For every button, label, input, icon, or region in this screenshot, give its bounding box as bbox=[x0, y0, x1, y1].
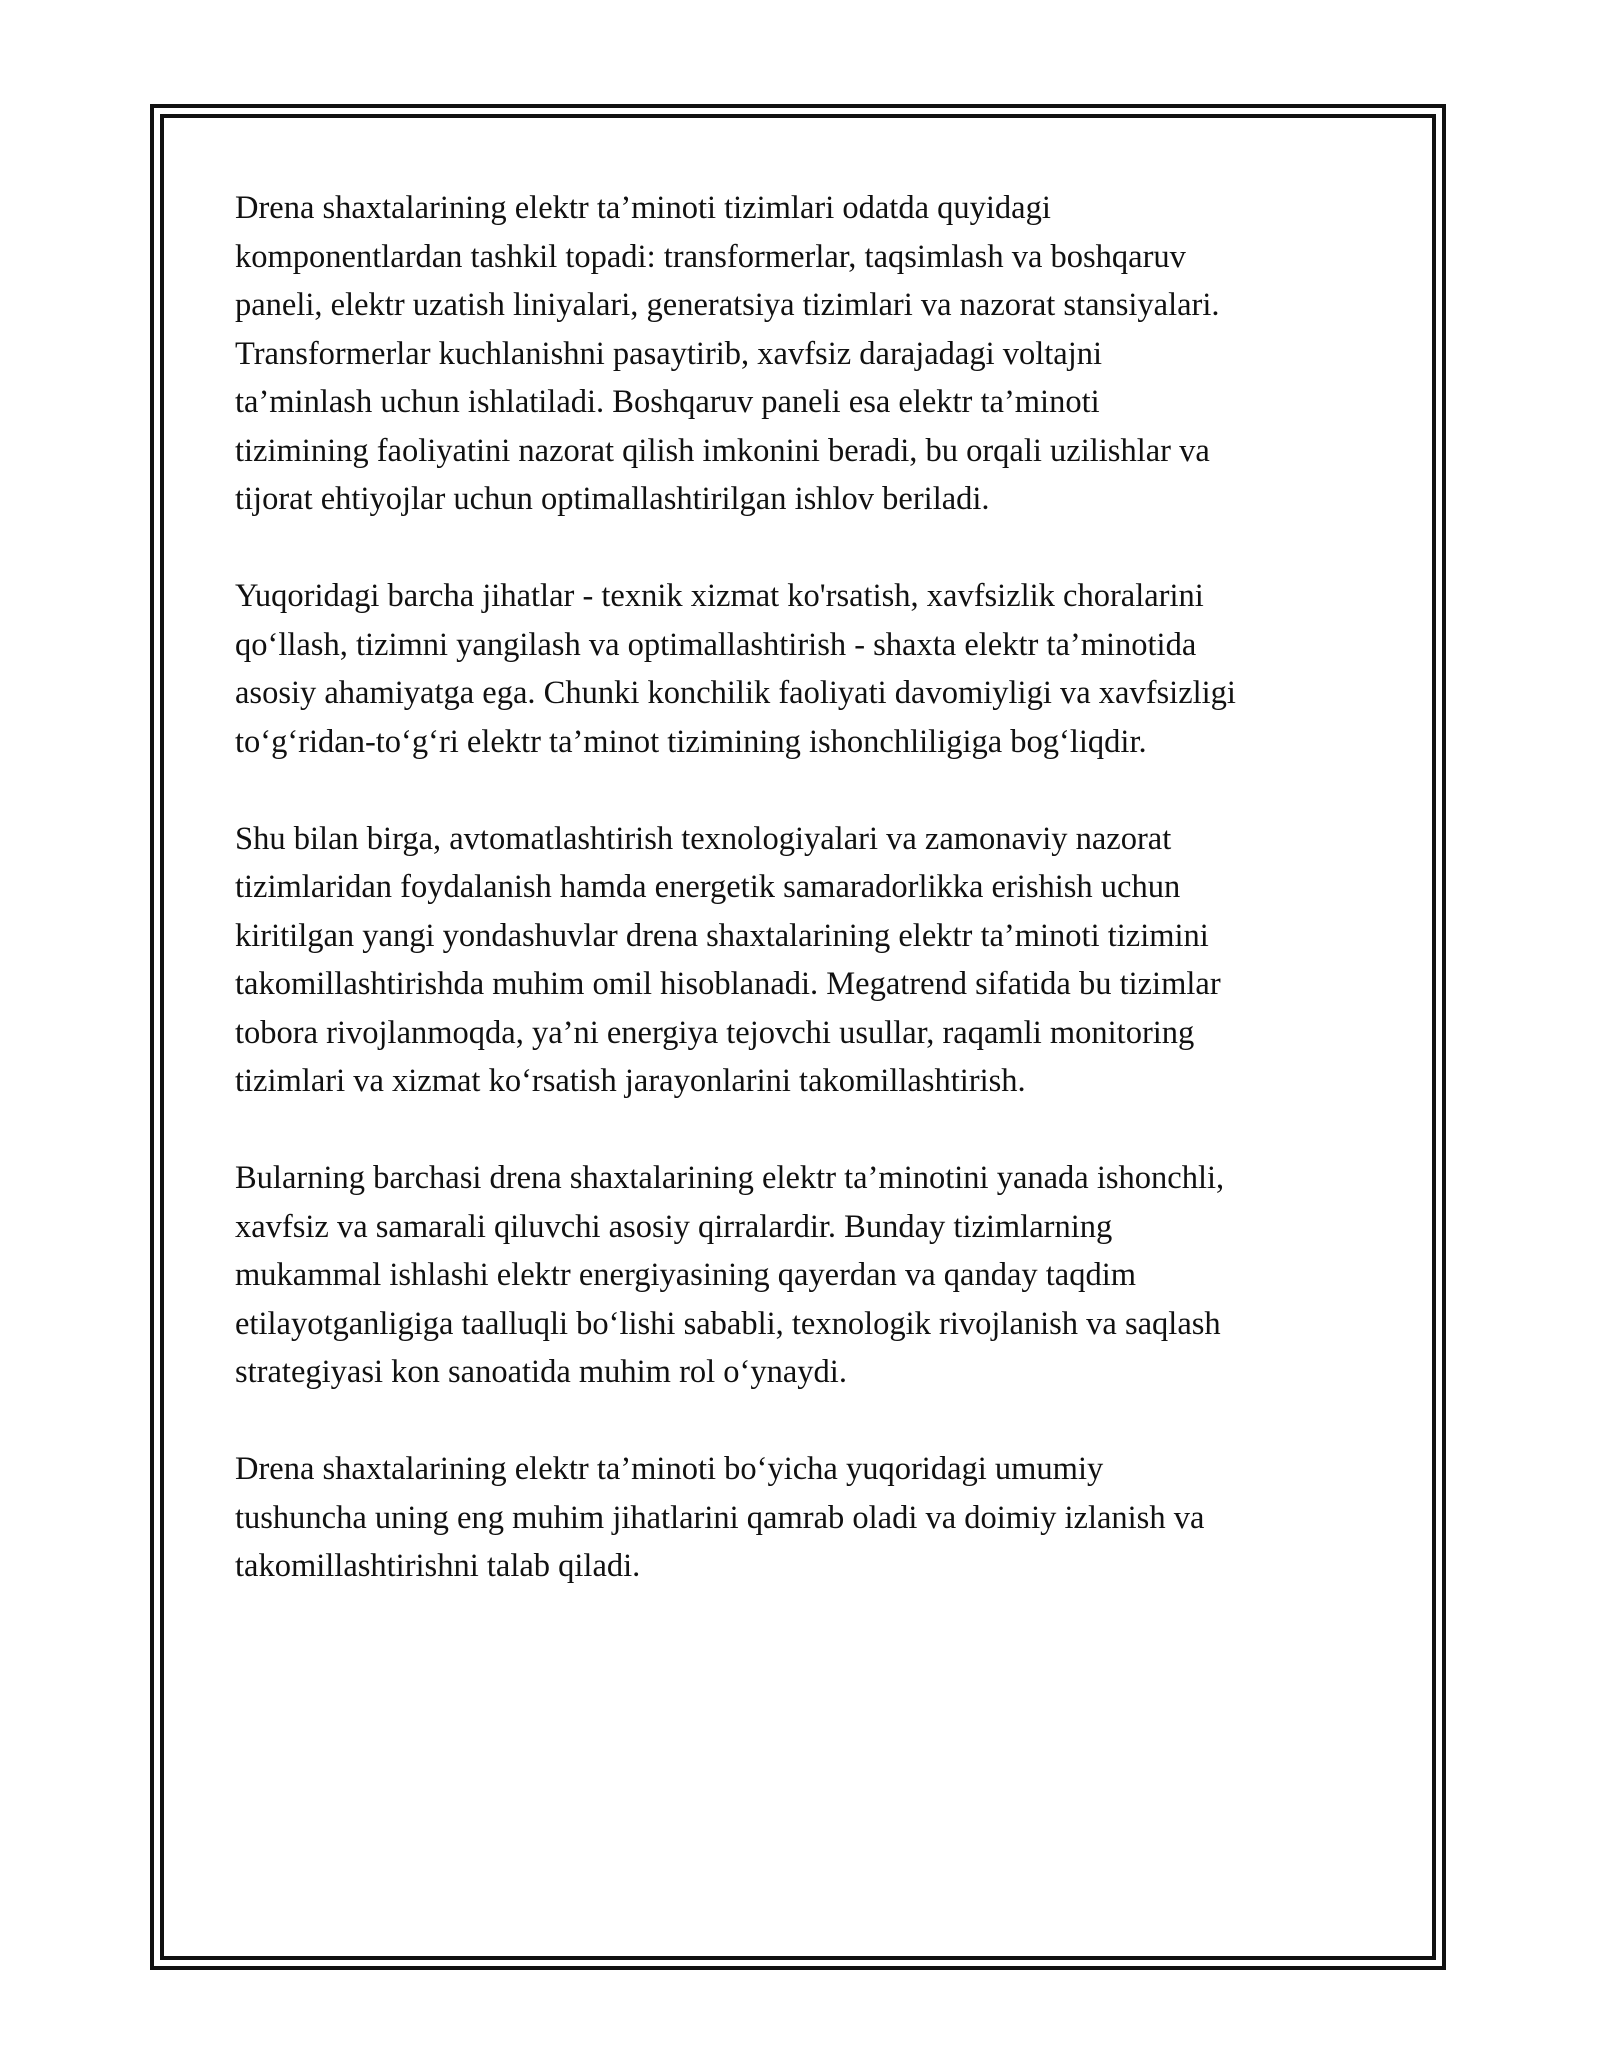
paragraph-line: komponentlardan tashkil topadi: transformerlar, taqsimlash va boshqaruv bbox=[235, 238, 1186, 275]
paragraph-4 bbox=[235, 1154, 1385, 1397]
paragraph-line: tizimining faoliyatini nazorat qilish imkonini beradi, bu orqali uzilishlar va bbox=[235, 432, 1210, 469]
paragraph-2 bbox=[235, 572, 1385, 766]
paragraph-line: Drena shaxtalarining elektr ta’minoti bo‘yicha yuqoridagi umumiy bbox=[235, 1451, 1104, 1487]
paragraph-line: Bularning barchasi drena shaxtalarining elektr ta’minotini yanada ishonchli, bbox=[235, 1160, 1225, 1196]
document-body bbox=[235, 184, 1385, 1591]
paragraph-line: takomillashtirishni talab qiladi. bbox=[235, 1548, 641, 1584]
paragraph-line: strategiyasi kon sanoatida muhim rol o‘ynaydi. bbox=[235, 1354, 847, 1390]
paragraph-3 bbox=[235, 815, 1385, 1106]
paragraph-line: Drena shaxtalarining elektr ta’minoti tizimlari odatda quyidagi bbox=[235, 190, 1051, 226]
paragraph-line: asosiy ahamiyatga ega. Chunki konchilik faoliyati davomiyligi va xavfsizligi bbox=[235, 675, 1236, 711]
paragraph-line: ta’minlash uchun ishlatiladi. Boshqaruv paneli esa elektr ta’minoti bbox=[235, 384, 1100, 420]
paragraph-line: qo‘llash, tizimni yangilash va optimallashtirish - shaxta elektr ta’minotida bbox=[235, 626, 1197, 663]
paragraph-line: tobora rivojlanmoqda, ya’ni energiya tejovchi usullar, raqamli monitoring bbox=[235, 1014, 1195, 1051]
paragraph-line: Yuqoridagi barcha jihatlar - texnik xizmat ko'rsatish, xavfsizlik choralarini bbox=[235, 578, 1204, 614]
paragraph-line: mukammal ishlashi elektr energiyasining qayerdan va qanday taqdim bbox=[235, 1257, 1137, 1293]
paragraph-5 bbox=[235, 1445, 1385, 1591]
paragraph-line: tizimlaridan foydalanish hamda energetik samaradorlikka erishish uchun bbox=[235, 869, 1181, 905]
paragraph-line: kiritilgan yangi yondashuvlar drena shaxtalarining elektr ta’minoti tizimini bbox=[235, 917, 1209, 954]
paragraph-line: tushuncha uning eng muhim jihatlarini qamrab oladi va doimiy izlanish va bbox=[235, 1499, 1205, 1536]
paragraph-line: takomillashtirishda muhim omil hisoblanadi. Megatrend sifatida bu tizimlar bbox=[235, 966, 1221, 1002]
paragraph-line: Shu bilan birga, avtomatlashtirish texnologiyalari va zamonaviy nazorat bbox=[235, 820, 1172, 857]
paragraph-line: tijorat ehtiyojlar uchun optimallashtirilgan ishlov beriladi. bbox=[235, 481, 990, 517]
paragraph-1 bbox=[235, 184, 1385, 524]
paragraph-line: paneli, elektr uzatish liniyalari, generatsiya tizimlari va nazorat stansiyalari. bbox=[235, 287, 1220, 323]
paragraph-line: tizimlari va xizmat ko‘rsatish jarayonlarini takomillashtirish. bbox=[235, 1063, 1026, 1099]
paragraph-line: xavfsiz va samarali qiluvchi asosiy qirralardir. Bunday tizimlarning bbox=[235, 1208, 1113, 1245]
paragraph-line: to‘g‘ridan-to‘g‘ri elektr ta’minot tizimining ishonchliligiga bog‘liqdir. bbox=[235, 723, 1147, 760]
paragraph-line: Transformerlar kuchlanishni pasaytirib, xavfsiz darajadagi voltajni bbox=[235, 335, 1103, 372]
paragraph-line: etilayotganligiga taalluqli bo‘lishi sababli, texnologik rivojlanish va saqlash bbox=[235, 1305, 1221, 1342]
